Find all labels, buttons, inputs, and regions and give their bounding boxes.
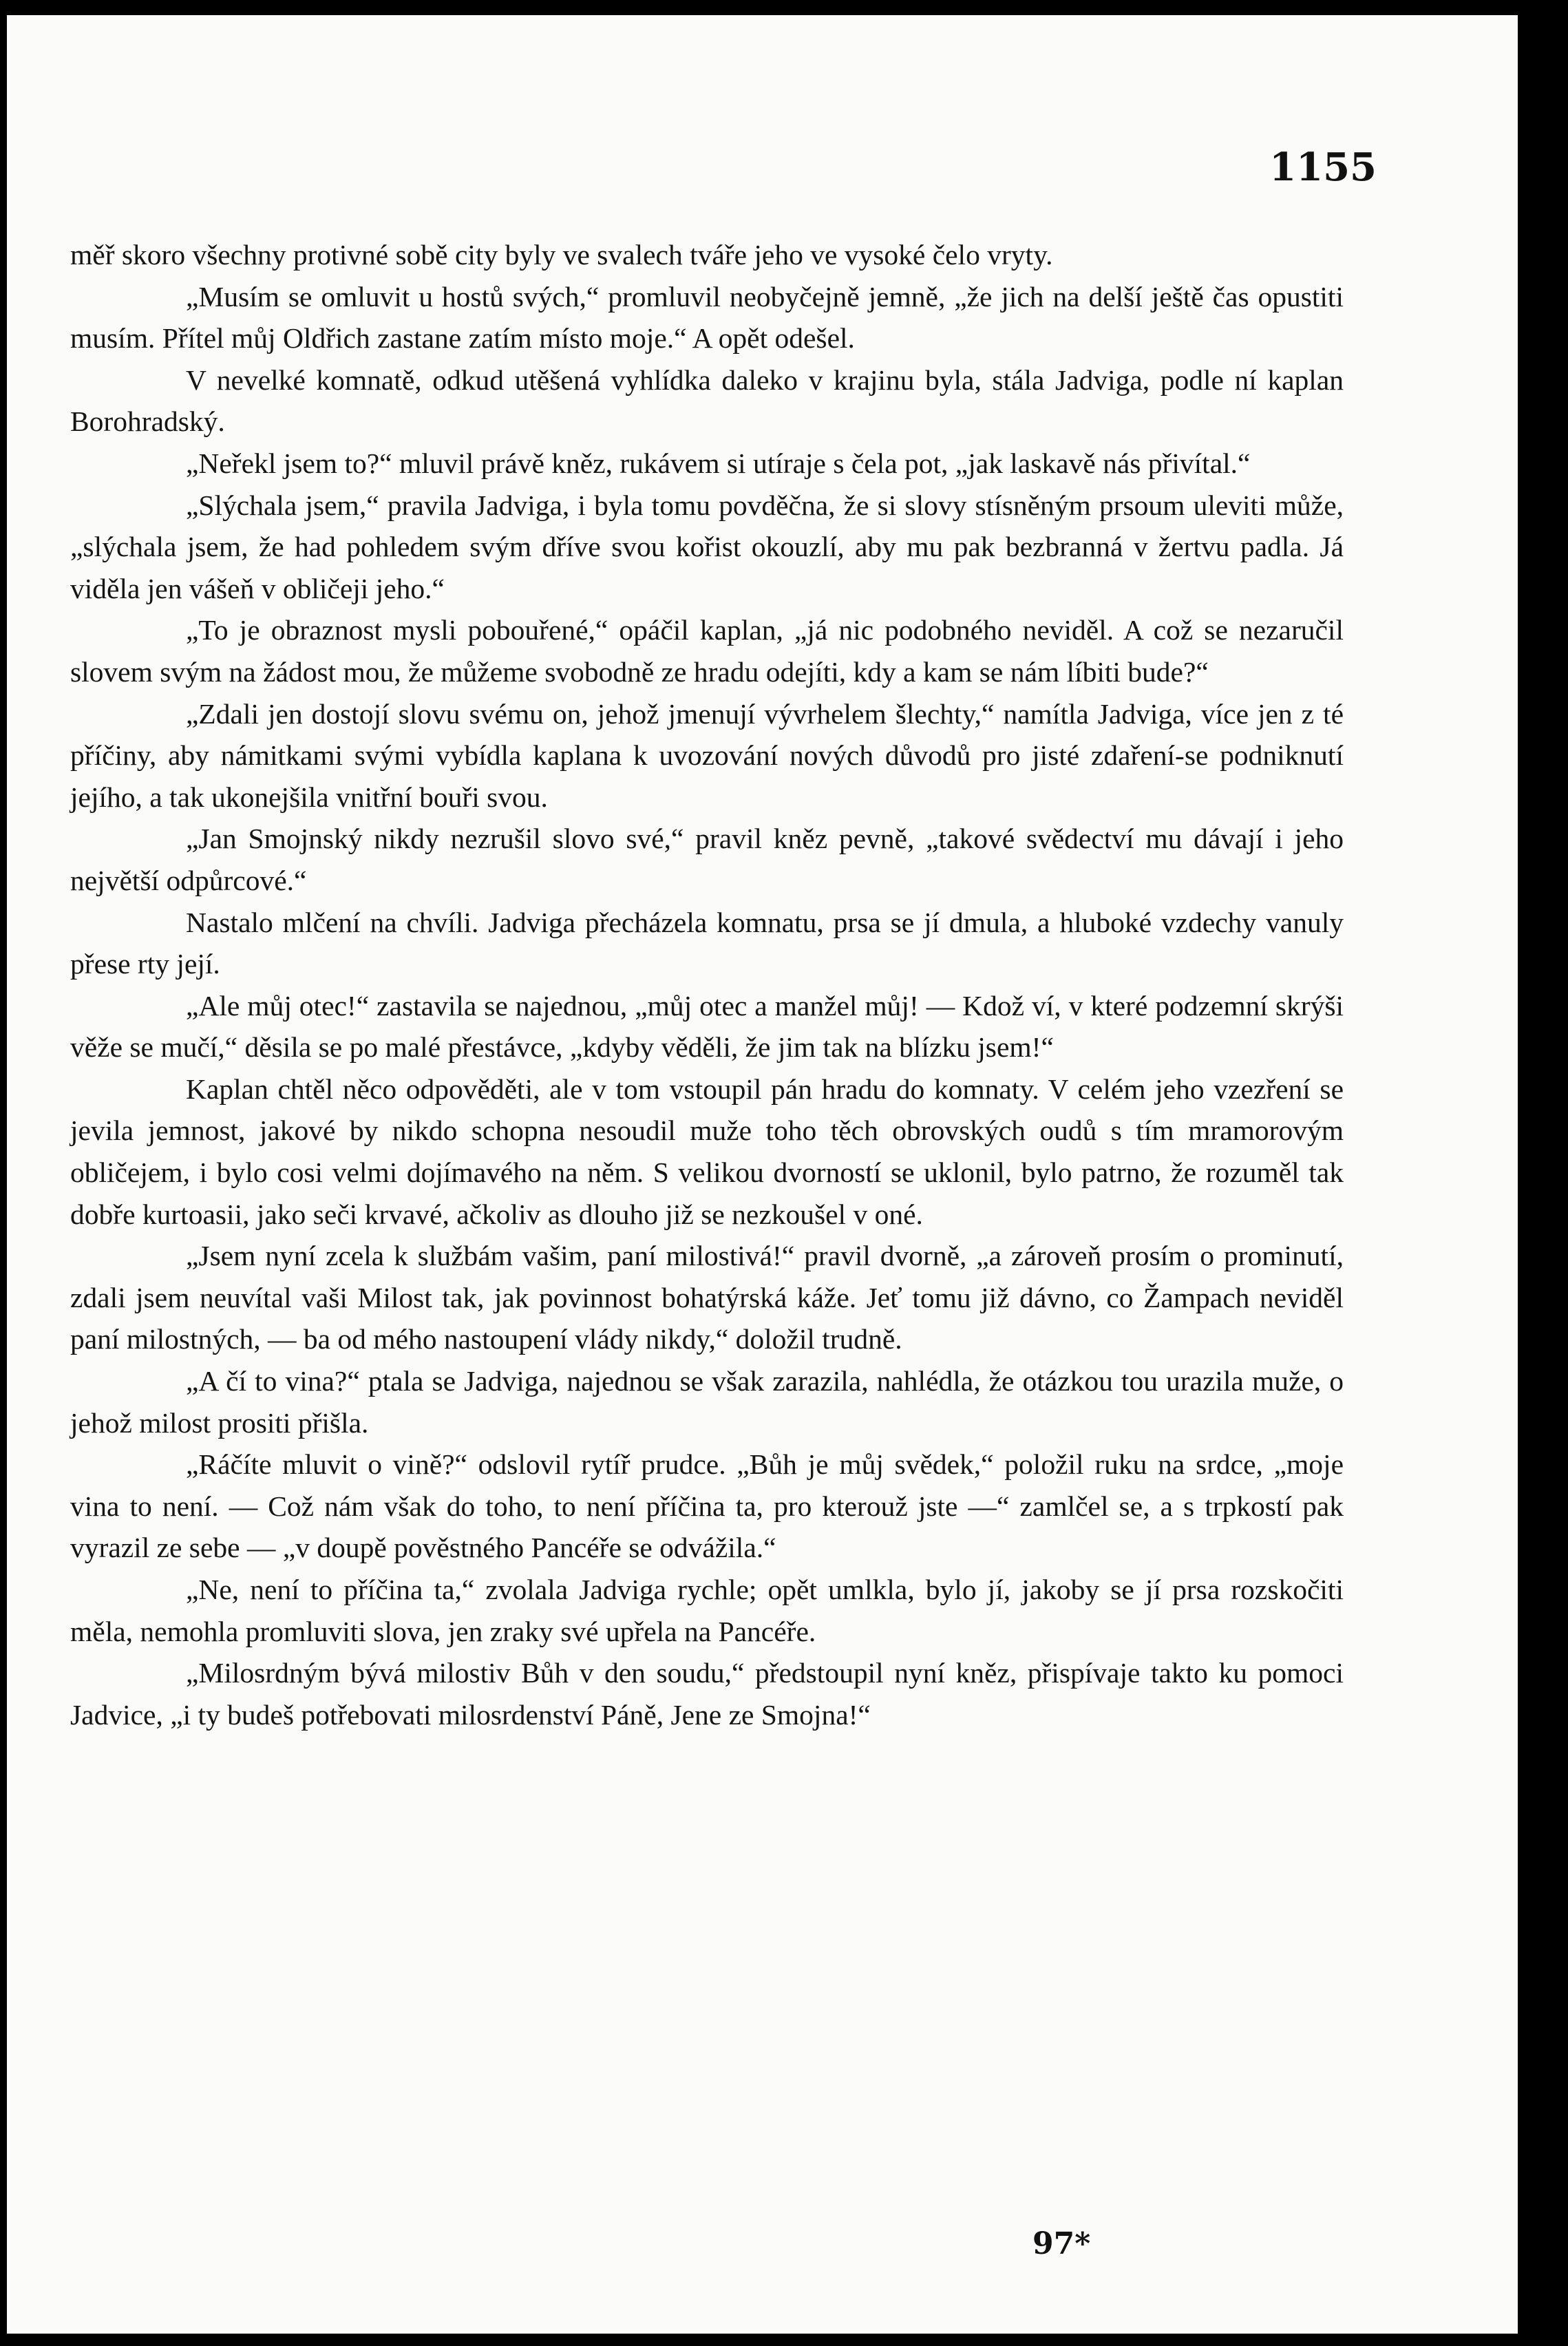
body-text: [70, 234, 1344, 1735]
paragraph: „Musím se omluvit u hostů svých,“ promluvil neobyčejně jemně, „že jich na delší ještě čas opustiti musím. Přítel můj Oldřich zastane zatím místo moje.“ A opět odešel.: [70, 280, 1344, 355]
book-page: [7, 15, 1518, 2334]
printer-signature-mark: 97*: [1032, 2226, 1091, 2261]
paragraph: „Ale můj otec!“ zastavila se najednou, „můj otec a manžel můj! — Kdož ví, v které podzemní skrýši věže se mučí,“ děsila se po malé přestávce, „kdyby věděli, že jim tak na blízku jsem!“: [70, 989, 1344, 1064]
paragraph: V nevelké komnatě, odkud utěšená vyhlídka daleko v krajinu byla, stála Jadviga, podle ní kaplan Borohradský.: [70, 363, 1344, 438]
paragraph: „Milosrdným bývá milostiv Bůh v den soudu,“ předstoupil nyní kněz, přispívaje takto ku pomoci Jadvice, „i ty budeš potřebovati milosrdenství Páně, Jene ze Smojna!“: [70, 1657, 1344, 1731]
paragraph: „Jsem nyní zcela k službám vašim, paní milostivá!“ pravil dvorně, „a zároveň prosím o prominutí, zdali jsem neuvítal vaši Milost tak, jak povinnost bohatýrská káže. Jeť tomu již dávno, co Žampach neviděl paní milostných, — ba od mého nastoupení vlády nikdy,“ doložil trudně.: [70, 1240, 1344, 1355]
page-number: 1155: [1269, 145, 1377, 190]
paragraph: „Ne, není to příčina ta,“ zvolala Jadviga rychle; opět umlkla, bylo jí, jakoby se jí prsa rozskočiti měla, nemohla promluviti slova, jen zraky své upřela na Pancéře.: [70, 1574, 1344, 1647]
paragraph: „Ráčíte mluvit o vině?“ odslovil rytíř prudce. „Bůh je můj svědek,“ položil ruku na srdce, „moje vina to není. — Což nám však do toho, to není příčina ta, pro kterouž jste —“ zamlčel se, a s trpkostí pak vyrazil ze sebe — „v doupě pověstného Pancéře se odvážila.“: [70, 1448, 1344, 1564]
paragraph: „Jan Smojnský nikdy nezrušil slovo své,“ pravil kněz pevně, „takové svědectví mu dávají i jeho největší odpůrcové.“: [70, 823, 1344, 896]
paragraph: Nastalo mlčení na chvíli. Jadviga přecházela komnatu, prsa se jí dmula, a hluboké vzdechy vanuly přese rty její.: [70, 906, 1344, 980]
paragraph: „Zdali jen dostojí slovu svému on, jehož jmenují vývrhelem šlechty,“ namítla Jadviga, více jen z té příčiny, aby námitkami svými vybídla kaplana k uvozování nových důvodů pro jisté zdaření-se podniknutí jejího, a tak ukonejšila vnitřní bouři svou.: [70, 697, 1344, 813]
paragraph: Kaplan chtěl něco odpověděti, ale v tom vstoupil pán hradu do komnaty. V celém jeho vzezření se jevila jemnost, jakové by nikdo schopna nesoudil muže toho těch obrovských oudů s tím mramorovým obličejem, i bylo cosi velmi dojímavého na něm. S velikou dvorností se uklonil, bylo patrno, že rozuměl tak dobře kurtoasii, jako seči krvavé, ačkoliv as dlouho již se nezkoušel v oné.: [70, 1072, 1344, 1230]
paragraph: měř skoro všechny protivné sobě city byly ve svalech tváře jeho ve vysoké čelo vryty.: [70, 239, 1053, 271]
paragraph: „To je obraznost mysli pobouřené,“ opáčil kaplan, „já nic podobného neviděl. A což se nezaručil slovem svým na žádost mou, že můžeme svobodně ze hradu odejíti, kdy a kam se nám líbiti bude?“: [70, 614, 1344, 688]
paragraph: „Slýchala jsem,“ pravila Jadviga, i byla tomu povděčna, že si slovy stísněným prsoum uleviti může, „slýchala jsem, že had pohledem svým dříve svou kořist okouzlí, aby mu pak bezbranná v žertvu padla. Já viděla jen vášeň v obličeji jeho.“: [70, 489, 1344, 604]
paragraph: „Neřekl jsem to?“ mluvil právě kněz, rukávem si utíraje s čela pot, „jak laskavě nás přivítal.“: [186, 447, 1251, 479]
paragraph: „A čí to vina?“ ptala se Jadviga, najednou se však zarazila, nahlédla, že otázkou tou urazila muže, o jehož milost prositi přišla.: [70, 1365, 1344, 1439]
